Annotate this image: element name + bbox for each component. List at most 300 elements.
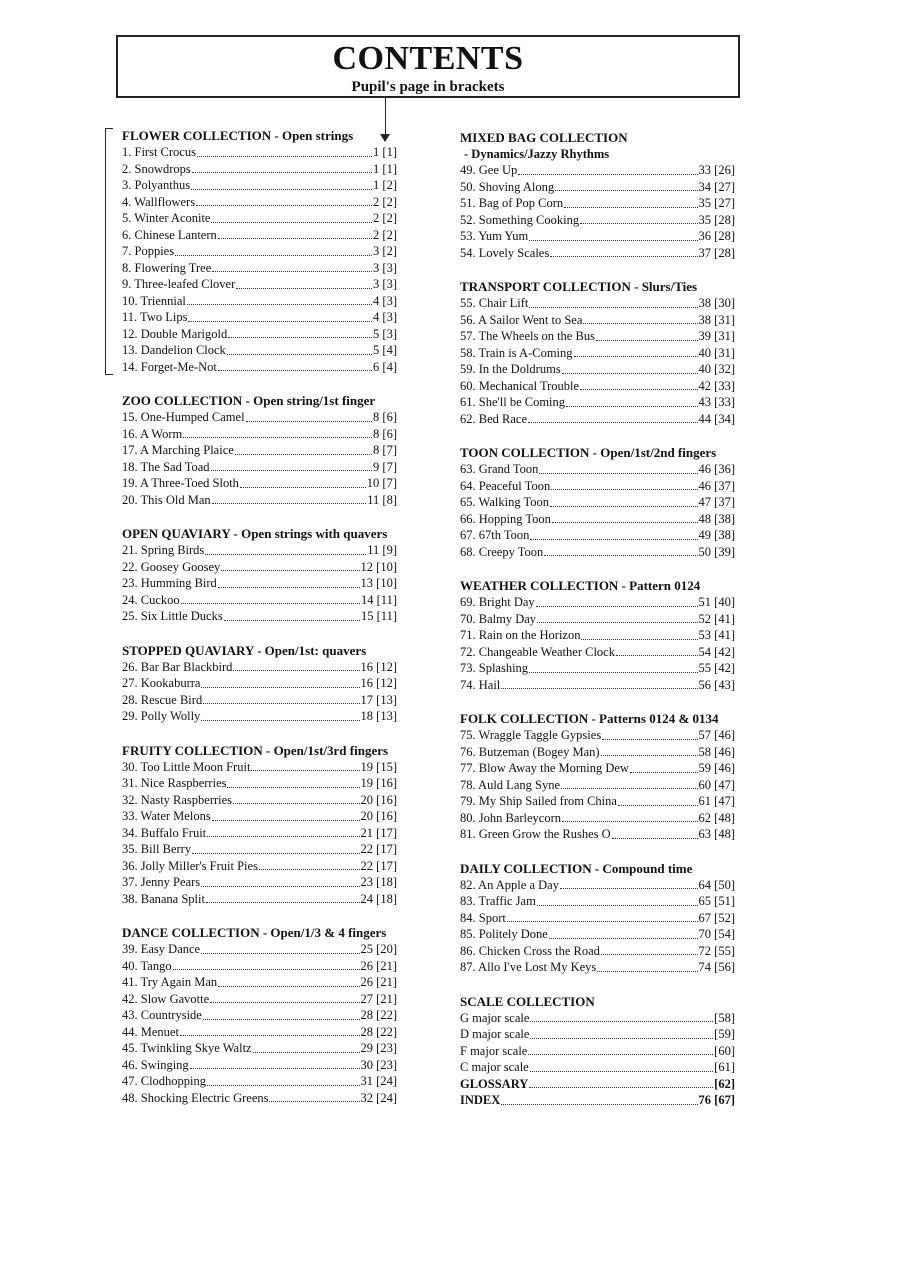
entry-page: 26 [21] [360, 975, 397, 989]
entry-page: 19 [15] [360, 759, 397, 774]
dot-leader [551, 478, 697, 491]
dot-leader [221, 559, 359, 572]
contents-entry [460, 228, 735, 245]
dot-leader [218, 974, 359, 987]
dot-leader [218, 359, 372, 372]
contents-entry [460, 544, 735, 561]
entry-title: INDEX [460, 1093, 501, 1107]
contents-entry [460, 1010, 735, 1027]
contents-entry [122, 161, 397, 178]
entry-page: 72 [55] [698, 943, 735, 958]
contents-entry [122, 608, 397, 625]
contents-entry [460, 594, 735, 611]
entry-page: 56 [43] [698, 677, 735, 692]
dot-leader [180, 1024, 360, 1037]
contents-entry [122, 409, 397, 426]
entry-title: 48. Shocking Electric Greens [122, 1090, 269, 1105]
contents-entry [460, 328, 735, 345]
contents-section [122, 643, 397, 725]
section-heading: FOLK COLLECTION - Patterns 0124 & 0134 [460, 711, 719, 726]
entry-title: 32. Nasty Raspberries [122, 792, 233, 807]
section-heading: TOON COLLECTION - Open/1st/2nd fingers [460, 445, 717, 460]
dot-leader [191, 177, 372, 190]
entry-page: 25 [20] [360, 942, 397, 956]
entry-title: 55. Chair Lift [460, 296, 529, 310]
contents-entry [460, 361, 735, 378]
entry-title: 44. Menuet [122, 1024, 179, 1039]
dot-leader [536, 594, 698, 607]
entry-page: 28 [22] [360, 1024, 397, 1039]
entry-title: 39. Easy Dance [122, 942, 201, 956]
entry-title: 59. In the Doldrums [460, 362, 561, 376]
contents-entry [460, 826, 735, 843]
contents-entry [122, 492, 397, 509]
entry-title: 25. Six Little Ducks [122, 609, 223, 623]
right-column [460, 130, 735, 1127]
dot-leader [601, 744, 698, 757]
contents-entry [122, 958, 397, 975]
entry-title: 33. Water Melons [122, 809, 211, 823]
entry-page: [60] [714, 1043, 735, 1058]
entry-title: 22. Goosey Goosey [122, 559, 221, 574]
dot-leader [580, 212, 697, 225]
entry-page: 52 [41] [698, 611, 735, 626]
left-column [122, 128, 397, 1124]
contents-entry [460, 1092, 735, 1109]
contents-entry [460, 212, 735, 229]
contents-entry [122, 792, 397, 809]
contents-title-box [116, 35, 740, 98]
entry-page: 36 [28] [698, 229, 735, 243]
dot-leader [552, 511, 698, 524]
contents-entry [122, 243, 397, 260]
entry-title: 85. Politely Done [460, 927, 548, 941]
dot-leader [201, 675, 359, 688]
contents-entry [122, 575, 397, 592]
entry-page: 19 [16] [360, 776, 397, 790]
contents-entry [122, 659, 397, 676]
entry-page: 22 [17] [360, 858, 397, 873]
dot-leader [210, 991, 359, 1004]
entry-title: 4. Wallflowers [122, 194, 196, 209]
entry-page: 74 [56] [698, 960, 735, 974]
contents-entry [122, 309, 397, 326]
dot-leader [529, 660, 697, 673]
entry-page: 18 [13] [360, 709, 397, 723]
dot-leader [235, 442, 372, 455]
contents-entry [122, 276, 397, 293]
entry-page: 51 [40] [698, 595, 735, 609]
entry-title: 28. Rescue Bird [122, 692, 203, 707]
entry-page: 21 [17] [360, 825, 397, 840]
entry-page: 4 [3] [373, 310, 397, 324]
dot-leader [197, 144, 372, 157]
entry-title: 49. Gee Up [460, 163, 518, 177]
section-heading: MIXED BAG COLLECTION [460, 130, 628, 145]
dot-leader [188, 309, 372, 322]
dot-leader [203, 692, 359, 705]
dot-leader [207, 1073, 360, 1086]
section-heading: FLOWER COLLECTION - Open strings [122, 128, 354, 143]
entry-title: 3. Polyanthus [122, 178, 191, 192]
entry-page: 70 [54] [698, 927, 735, 941]
dot-leader [630, 760, 698, 773]
entry-page: 20 [16] [360, 809, 397, 823]
contents-section [122, 128, 397, 375]
entry-title: 34. Buffalo Fruit [122, 825, 207, 840]
contents-entry [122, 891, 397, 908]
entry-page: 8 [6] [373, 410, 397, 424]
contents-entry [122, 874, 397, 891]
dot-leader [187, 293, 372, 306]
dot-leader [596, 328, 698, 341]
entry-page: 15 [11] [361, 609, 397, 623]
contents-entry [460, 877, 735, 894]
entry-title: 80. John Barleycorn [460, 810, 562, 825]
entry-title: 46. Swinging [122, 1057, 189, 1072]
contents-entry [460, 378, 735, 395]
dot-leader [564, 195, 697, 208]
dot-leader [550, 245, 697, 258]
entry-page: 35 [27] [698, 196, 735, 210]
entry-page: 16 [12] [360, 659, 397, 674]
contents-section [460, 279, 735, 427]
entry-title: 78. Auld Lang Syne [460, 777, 560, 792]
contents-entry [460, 478, 735, 495]
entry-page: [62] [714, 1076, 735, 1091]
entry-page: 38 [30] [698, 296, 735, 310]
entry-page: 10 [7] [366, 476, 397, 490]
dot-leader [583, 312, 697, 325]
entry-title: 45. Twinkling Skye Waltz [122, 1041, 252, 1055]
contents-entry [460, 179, 735, 196]
entry-page: 61 [47] [698, 794, 735, 808]
contents-section [460, 711, 735, 843]
dot-leader [233, 792, 360, 805]
entry-page: [58] [714, 1010, 735, 1025]
entry-title: 20. This Old Man [122, 492, 211, 507]
entry-title: 1. First Crocus [122, 145, 196, 159]
entry-page: 6 [4] [373, 359, 397, 374]
entry-title: 83. Traffic Jam [460, 894, 536, 908]
entry-page: 49 [38] [698, 528, 735, 542]
contents-entry [460, 677, 735, 694]
entry-title: 52. Something Cooking [460, 212, 580, 227]
entry-title: 6. Chinese Lantern [122, 227, 217, 242]
dot-leader [549, 926, 698, 939]
contents-entry [460, 494, 735, 511]
entry-page: 2 [2] [373, 194, 397, 209]
dot-leader [218, 575, 360, 588]
contents-entry [122, 675, 397, 692]
contents-section [122, 526, 397, 625]
contents-entry [460, 727, 735, 744]
entry-title: 24. Cuckoo [122, 592, 180, 607]
entry-page: 42 [33] [698, 378, 735, 393]
entry-title: 81. Green Grow the Rushes O [460, 827, 611, 841]
entry-page: 3 [2] [373, 244, 397, 258]
dot-leader [259, 858, 360, 871]
entry-title: 51. Bag of Pop Corn [460, 196, 564, 210]
entry-page: 58 [46] [698, 744, 735, 759]
section-heading: TRANSPORT COLLECTION - Slurs/Ties [460, 279, 698, 294]
contents-section [460, 861, 735, 976]
dot-leader [555, 179, 697, 192]
entry-page: 67 [52] [698, 910, 735, 925]
entry-page: 65 [51] [698, 894, 735, 908]
entry-page: 46 [37] [698, 478, 735, 493]
entry-page: 35 [28] [698, 212, 735, 227]
entry-title: 63. Grand Toon [460, 462, 539, 476]
entry-title: 23. Humming Bird [122, 576, 217, 590]
contents-entry [122, 759, 397, 776]
entry-page: 2 [2] [373, 211, 397, 225]
contents-entry [460, 527, 735, 544]
entry-title: 70. Balmy Day [460, 611, 537, 626]
section-subheading: - Dynamics/Jazzy Rhythms [464, 147, 610, 161]
entry-page: 8 [7] [373, 443, 397, 457]
dot-leader [246, 409, 373, 422]
contents-entry [122, 592, 397, 609]
dot-leader [528, 411, 698, 424]
entry-page: 1 [2] [373, 178, 397, 192]
section-heading: ZOO COLLECTION - Open string/1st finger [122, 393, 376, 408]
dot-leader [251, 759, 359, 772]
dot-leader [206, 891, 360, 904]
entry-page: 27 [21] [360, 991, 397, 1006]
entry-title: 74. Hail [460, 677, 501, 692]
dot-leader [240, 475, 366, 488]
entry-title: 10. Triennial [122, 293, 186, 308]
entry-title: 76. Butzeman (Bogey Man) [460, 744, 600, 759]
contents-entry [460, 411, 735, 428]
dot-leader [227, 775, 359, 788]
contents-entry [460, 893, 735, 910]
entry-title: 13. Dandelion Clock [122, 343, 226, 357]
entry-page: 63 [48] [698, 827, 735, 841]
entry-title: 73. Splashing [460, 661, 529, 675]
entry-title: 29. Polly Wolly [122, 709, 201, 723]
entry-page: 64 [50] [698, 877, 735, 892]
contents-entry [122, 1073, 397, 1090]
contents-entry [460, 295, 735, 312]
entry-page: 13 [10] [360, 576, 397, 590]
contents-entry [460, 611, 735, 628]
contents-entry [122, 1007, 397, 1024]
contents-entry [460, 910, 735, 927]
contents-entry [122, 210, 397, 227]
dot-leader [192, 161, 372, 174]
contents-entry [122, 974, 397, 991]
dot-leader [518, 162, 697, 175]
section-heading: FRUITY COLLECTION - Open/1st/3rd fingers [122, 742, 389, 758]
entry-page: 31 [24] [360, 1074, 397, 1088]
dot-leader [501, 1092, 697, 1105]
entry-page: 33 [26] [698, 163, 735, 177]
dot-leader [212, 260, 372, 273]
entry-page: 57 [46] [698, 728, 735, 742]
section-heading: STOPPED QUAVIARY - Open/1st: quavers [122, 642, 367, 658]
contents-entry [122, 542, 397, 559]
contents-entry [460, 926, 735, 943]
contents-entry [122, 260, 397, 277]
contents-entry [122, 442, 397, 459]
entry-page: 53 [41] [698, 628, 735, 642]
contents-entry [122, 177, 397, 194]
entry-title: 50. Shoving Along [460, 179, 555, 194]
entry-page: 28 [22] [360, 1008, 397, 1022]
entry-title: 43. Countryside [122, 1008, 202, 1022]
dot-leader [561, 777, 698, 790]
section-heading: SCALE COLLECTION [460, 993, 595, 1009]
contents-entry [460, 1043, 735, 1060]
entry-title: 79. My Ship Sailed from China [460, 794, 617, 808]
entry-title: 64. Peaceful Toon [460, 478, 551, 493]
entry-title: 67. 67th Toon [460, 528, 530, 542]
contents-entry [122, 775, 397, 792]
dot-leader [528, 1043, 713, 1056]
entry-page: 3 [3] [373, 260, 397, 275]
dot-leader [530, 1026, 713, 1039]
dot-leader [253, 1040, 360, 1053]
contents-section [460, 445, 735, 560]
dot-leader [201, 941, 359, 954]
entry-page: 22 [17] [360, 842, 397, 856]
dot-leader [562, 810, 698, 823]
contents-entry [122, 1090, 397, 1107]
entry-page: 29 [23] [360, 1041, 397, 1055]
entry-title: 18. The Sad Toad [122, 459, 210, 474]
dot-leader [212, 808, 360, 821]
entry-page: 55 [42] [698, 661, 735, 675]
contents-entry [460, 627, 735, 644]
entry-page: 59 [46] [698, 761, 735, 775]
dot-leader [529, 1076, 713, 1089]
section-heading: DANCE COLLECTION - Open/1/3 & 4 fingers [122, 925, 387, 940]
entry-page: 3 [3] [373, 277, 397, 291]
entry-page: 16 [12] [360, 676, 397, 690]
entry-title: 27. Kookaburra [122, 676, 201, 690]
entry-title: C major scale [460, 1060, 529, 1074]
entry-title: 69. Bright Day [460, 595, 535, 609]
entry-title: 14. Forget-Me-Not [122, 359, 217, 374]
contents-section [460, 130, 735, 261]
entry-page: 1 [1] [373, 161, 397, 176]
entry-page: 11 [8] [367, 492, 397, 507]
dot-leader [544, 544, 697, 557]
dot-leader [529, 295, 697, 308]
contents-entry [460, 660, 735, 677]
contents-section [460, 994, 735, 1109]
entry-title: 26. Bar Bar Blackbird [122, 659, 233, 674]
dot-leader [530, 527, 697, 540]
entry-page: 62 [48] [698, 810, 735, 825]
dot-leader [597, 959, 697, 972]
entry-page: 20 [16] [360, 792, 397, 807]
entry-title: 5. Winter Aconite [122, 211, 211, 225]
entry-title: GLOSSARY [460, 1076, 529, 1091]
page-title: CONTENTS [332, 40, 524, 77]
contents-entry [122, 227, 397, 244]
contents-section [122, 393, 397, 508]
contents-entry [460, 312, 735, 329]
entry-page: 47 [37] [698, 495, 735, 509]
dot-leader [228, 326, 372, 339]
entry-title: 16. A Worm [122, 426, 183, 441]
dot-leader [537, 893, 698, 906]
entry-page: 2 [2] [373, 227, 397, 242]
contents-entry [460, 644, 735, 661]
entry-page: 37 [28] [698, 245, 735, 260]
entry-title: 77. Blow Away the Morning Dew [460, 761, 629, 775]
contents-entry [122, 825, 397, 842]
entry-page: 50 [39] [698, 544, 735, 559]
entry-title: 66. Hopping Toon [460, 511, 551, 526]
entry-page: 14 [11] [361, 592, 397, 607]
entry-title: D major scale [460, 1027, 530, 1041]
dot-leader [566, 394, 698, 407]
entry-page: 17 [13] [360, 692, 397, 707]
contents-entry [460, 1076, 735, 1093]
entry-title: 36. Jolly Miller's Fruit Pies [122, 858, 258, 873]
dot-leader [580, 378, 697, 391]
entry-title: 57. The Wheels on the Bus [460, 329, 595, 343]
contents-entry [122, 841, 397, 858]
entry-page: 34 [27] [698, 179, 735, 194]
contents-entry [460, 245, 735, 262]
section-bracket [105, 128, 113, 375]
entry-title: 17. A Marching Plaice [122, 443, 234, 457]
entry-title: 84. Sport [460, 910, 506, 925]
entry-title: F major scale [460, 1043, 528, 1058]
contents-entry [122, 459, 397, 476]
contents-entry [122, 692, 397, 709]
contents-entry [460, 511, 735, 528]
contents-entry [460, 1059, 735, 1076]
dot-leader [581, 627, 697, 640]
entry-page: 4 [3] [373, 293, 397, 308]
dot-leader [562, 361, 698, 374]
entry-page: 46 [36] [698, 462, 735, 476]
contents-entry [122, 194, 397, 211]
entry-title: 2. Snowdrops [122, 161, 191, 176]
entry-title: 40. Tango [122, 958, 172, 973]
dot-leader [211, 459, 373, 472]
entry-title: 61. She'll be Coming [460, 395, 566, 409]
dot-leader [507, 910, 698, 923]
entry-title: 30. Too Little Moon Fruit [122, 759, 251, 774]
entry-page: 9 [7] [373, 459, 397, 474]
entry-page: 1 [1] [373, 145, 397, 159]
entry-page: 44 [34] [698, 411, 735, 426]
entry-page: 40 [32] [698, 362, 735, 376]
dot-leader [269, 1090, 359, 1103]
entry-title: 31. Nice Raspberries [122, 776, 227, 790]
entry-page: 24 [18] [360, 891, 397, 906]
entry-title: 87. Allo I've Lost My Keys [460, 960, 597, 974]
dot-leader [560, 877, 698, 890]
entry-page: 32 [24] [360, 1090, 397, 1105]
entry-page: 12 [10] [360, 559, 397, 574]
dot-leader [224, 608, 360, 621]
section-heading: WEATHER COLLECTION - Pattern 0124 [460, 578, 701, 593]
contents-entry [460, 793, 735, 810]
contents-entry [460, 1026, 735, 1043]
dot-leader [190, 1057, 360, 1070]
dot-leader [192, 841, 359, 854]
entry-title: 41. Try Again Man [122, 975, 218, 989]
dot-leader [537, 611, 698, 624]
